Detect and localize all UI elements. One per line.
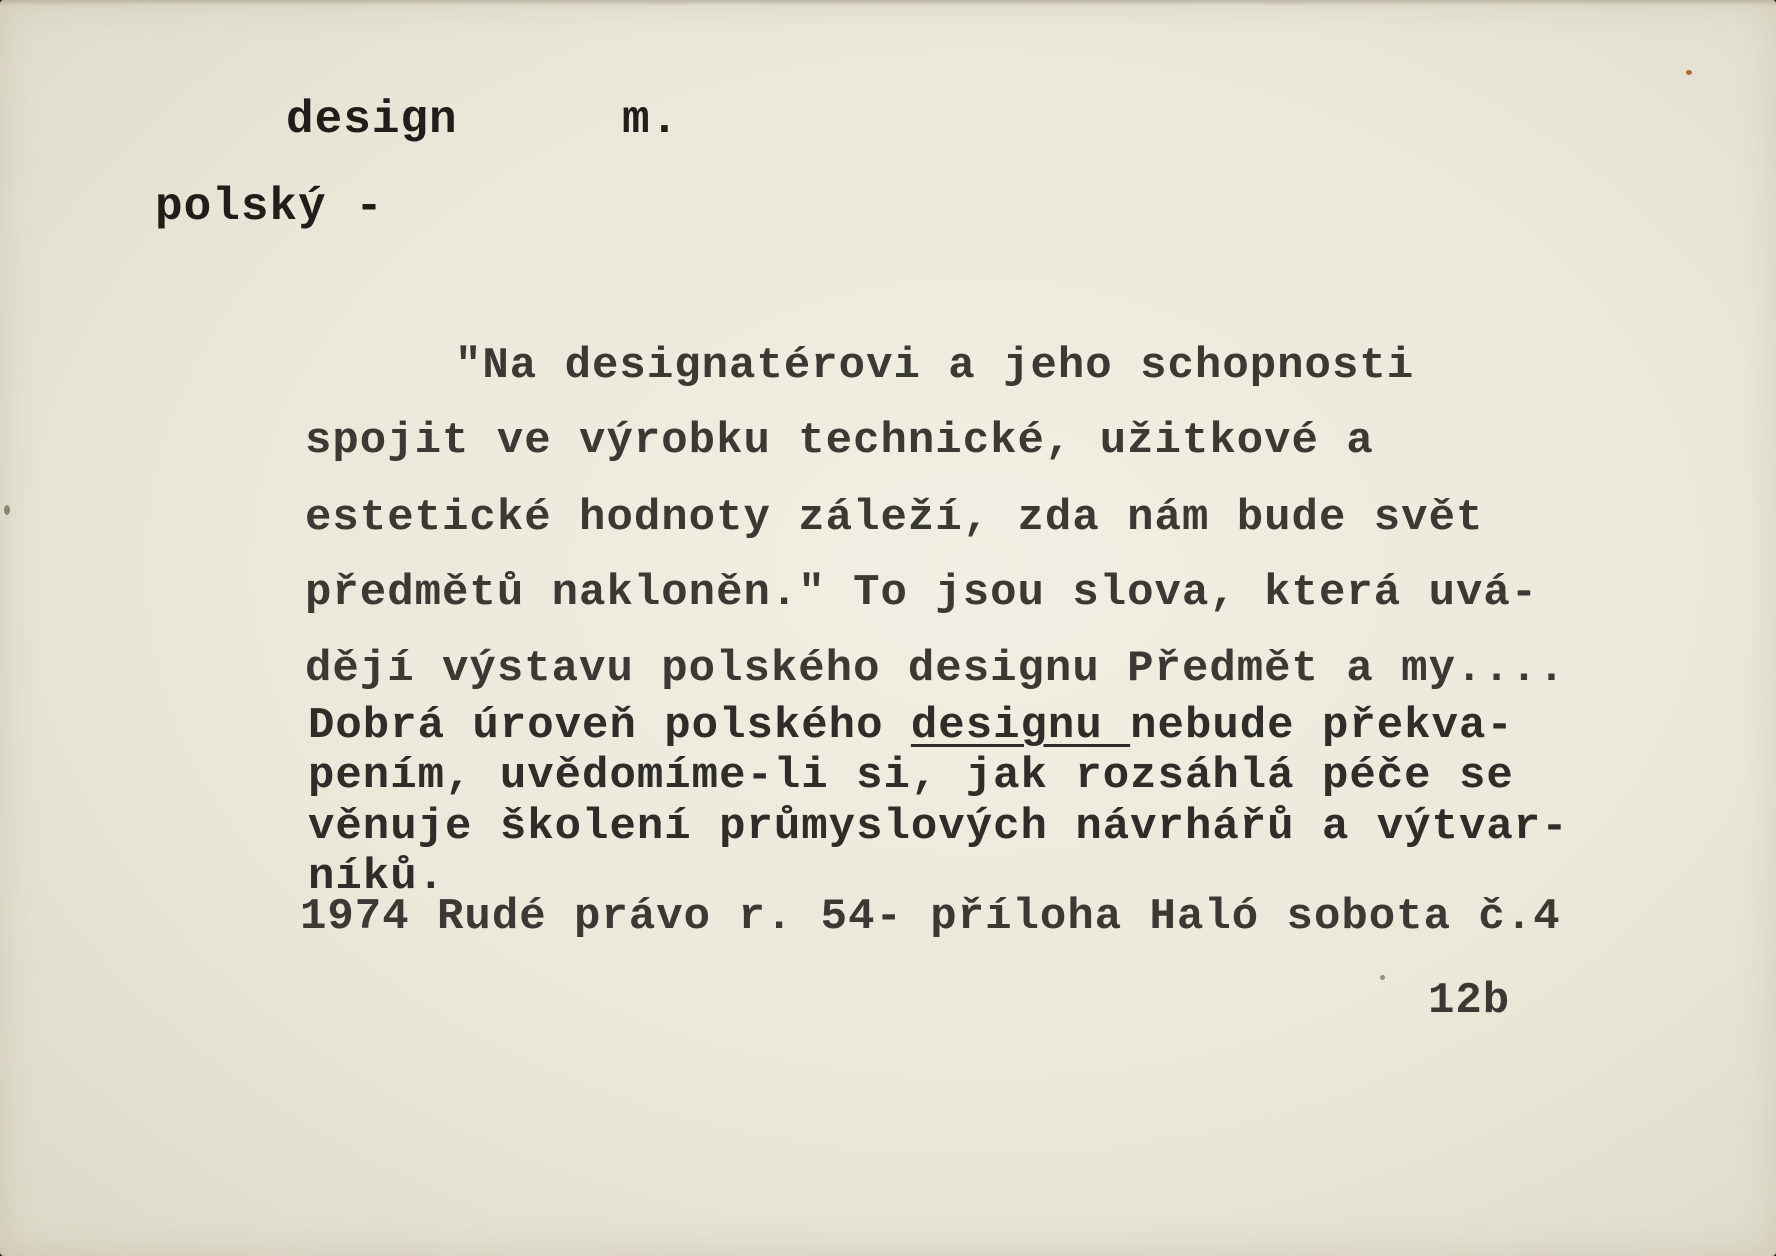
paper-speck	[4, 505, 10, 515]
headword: design	[286, 94, 458, 146]
underlined-designu: designu	[910, 701, 1131, 751]
dense-line-4: níků.	[308, 852, 446, 902]
dense-line-1	[308, 701, 1514, 751]
paper-speck	[1380, 975, 1385, 980]
gender-label: m.	[622, 94, 680, 146]
quote-line-3: estetické hodnoty záleží, zda nám bude svět	[305, 493, 1484, 543]
collocation: polský -	[155, 181, 384, 233]
dense-line-1-end: nebude překva-	[1130, 701, 1514, 751]
quote-line-4: předmětů nakloněn." To jsou slova, která uvá-	[305, 568, 1539, 618]
page-number: 12b	[1428, 976, 1511, 1026]
quote-line-5: dějí výstavu polského designu Předmět a my....	[305, 644, 1566, 694]
paper-speck	[1686, 70, 1692, 75]
source-citation: 1974 Rudé právo r. 54- příloha Haló sobota č.4	[300, 892, 1561, 942]
dense-line-2: pením, uvědomíme-li si, jak rozsáhlá péče se	[308, 751, 1514, 801]
quote-line-2: spojit ve výrobku technické, užitkové a	[305, 416, 1374, 466]
card-top-edge	[0, 0, 1776, 6]
dense-line-1-start: Dobrá úroveň polského	[308, 701, 911, 751]
quote-line-1: "Na designatérovi a jeho schopnosti	[455, 341, 1415, 391]
dense-line-3: věnuje školení průmyslových návrhářů a výtvar-	[308, 802, 1569, 852]
